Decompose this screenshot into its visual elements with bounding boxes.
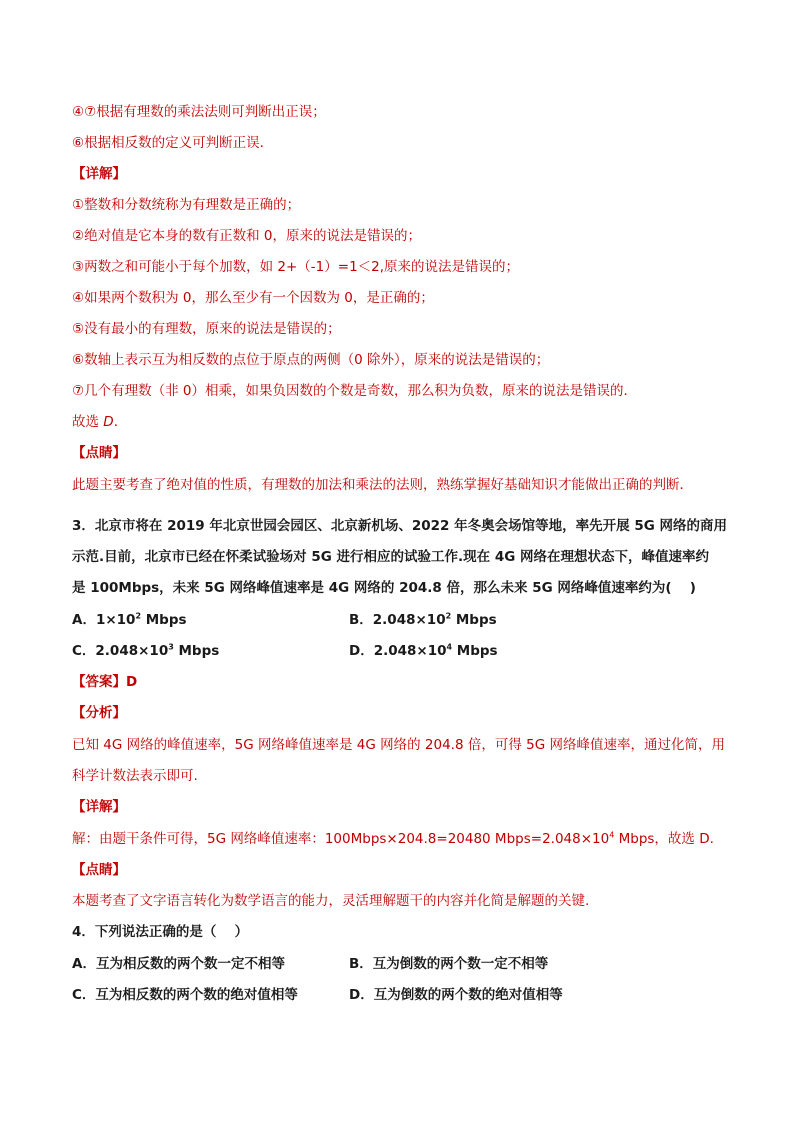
q4-option-c: C．互为相反数的两个数的绝对值相等 <box>72 987 298 1003</box>
choose-line <box>72 413 127 431</box>
q3-option-a <box>72 611 187 629</box>
q3-option-b-unit: Mbps <box>451 612 497 628</box>
q3-option-c-exp: 3 <box>168 642 174 652</box>
analysis-line-47: ④⑦根据有理数的乘法法则可判断出正误； <box>72 104 326 120</box>
detail-item-4: ④如果两个数积为 0，那么至少有一个因数为 0，是正确的； <box>72 290 434 306</box>
choose-prefix: 故选 <box>72 414 104 430</box>
detail-item-7: ⑦几个有理数（非 0）相乘，如果负因数的个数是奇数，那么积为负数，原来的说法是错误的． <box>72 383 637 399</box>
q3-comment-heading: 【点睛】 <box>72 862 126 878</box>
q3-option-a-exp: 2 <box>135 611 142 621</box>
q3-analysis-line-1: 已知 4G 网络的峰值速率，5G 网络峰值速率是 4G 网络的 204.8 倍，可得 5G 网络峰值速率，通过化简，用 <box>72 737 725 753</box>
q3-option-b-label: B．2.048×10 <box>349 612 446 628</box>
detail-item-1: ①整数和分数统称为有理数是正确的； <box>72 197 301 213</box>
q3-detail-exp: 4 <box>609 830 615 840</box>
q3-stem-line-3: 是 100Mbps，未来 5G 网络峰值速率是 4G 网络的 204.8 倍，那么未来 5G 网络峰值速率约为( ) <box>72 580 696 596</box>
comment-text: 此题主要考查了绝对值的性质，有理数的加法和乘法的法则，熟练掌握好基础知识才能做出正确的判断． <box>72 477 693 493</box>
detail-item-2: ②绝对值是它本身的数有正数和 0，原来的说法是错误的； <box>72 228 421 244</box>
q3-comment-text: 本题考查了文字语言转化为数学语言的能力，灵活理解题干的内容并化简是解题的关键. <box>72 893 590 909</box>
q3-option-d <box>349 642 498 660</box>
q4-option-b: B．互为倒数的两个数一定不相等 <box>349 956 549 972</box>
detail-heading: 【详解】 <box>72 166 126 182</box>
q3-option-d-exp: 4 <box>446 642 453 652</box>
q3-answer: 【答案】D <box>72 674 138 690</box>
q3-detail-line <box>72 830 714 848</box>
q3-option-c-unit: Mbps <box>173 643 220 659</box>
q3-detail-heading: 【详解】 <box>72 799 126 815</box>
q3-option-a-unit: Mbps <box>141 612 187 628</box>
q3-option-d-label: D．2.048×10 <box>349 643 447 659</box>
q3-option-a-label: A．1×10 <box>72 612 136 628</box>
detail-item-3: ③两数之和可能小于每个加数，如 2+（-1）=1＜2,原来的说法是错误的； <box>72 259 520 275</box>
q3-option-b <box>349 611 497 629</box>
q4-option-d: D．互为倒数的两个数的绝对值相等 <box>349 987 563 1003</box>
q3-detail-post: Mbps，故选 D. <box>614 831 714 847</box>
detail-item-6: ⑥数轴上表示互为相反数的点位于原点的两侧（0 除外），原来的说法是错误的； <box>72 352 550 368</box>
q3-stem-line-1: 3．北京市将在 2019 年北京世园会园区、北京新机场、2022 年冬奥会场馆等地，率先开展 5G 网络的商用 <box>72 518 728 534</box>
analysis-line-6: ⑥根据相反数的定义可判断正误． <box>72 135 274 151</box>
q4-option-a: A．互为相反数的两个数一定不相等 <box>72 956 285 972</box>
q4-stem: 4．下列说法正确的是（ ） <box>72 924 249 940</box>
comment-heading: 【点睛】 <box>72 445 126 461</box>
q3-stem-line-2: 示范.目前，北京市已经在怀柔试验场对 5G 进行相应的试验工作.现在 4G 网络在理想状态下，峰值速率约 <box>72 549 710 565</box>
choose-letter: D <box>103 414 114 430</box>
q3-option-b-exp: 2 <box>445 611 452 621</box>
detail-item-5: ⑤没有最小的有理数，原来的说法是错误的； <box>72 321 341 337</box>
q3-detail-pre: 解：由题干条件可得，5G 网络峰值速率：100Mbps×204.8=20480 Mbps=2.048×10 <box>72 831 610 847</box>
q3-option-c <box>72 642 219 660</box>
q3-analysis-heading: 【分析】 <box>72 705 126 721</box>
choose-suffix: ． <box>113 414 128 430</box>
q3-option-d-unit: Mbps <box>452 643 498 659</box>
q3-analysis-line-2: 科学计数法表示即可. <box>72 768 198 784</box>
q3-option-c-label: C．2.048×10 <box>72 643 169 659</box>
